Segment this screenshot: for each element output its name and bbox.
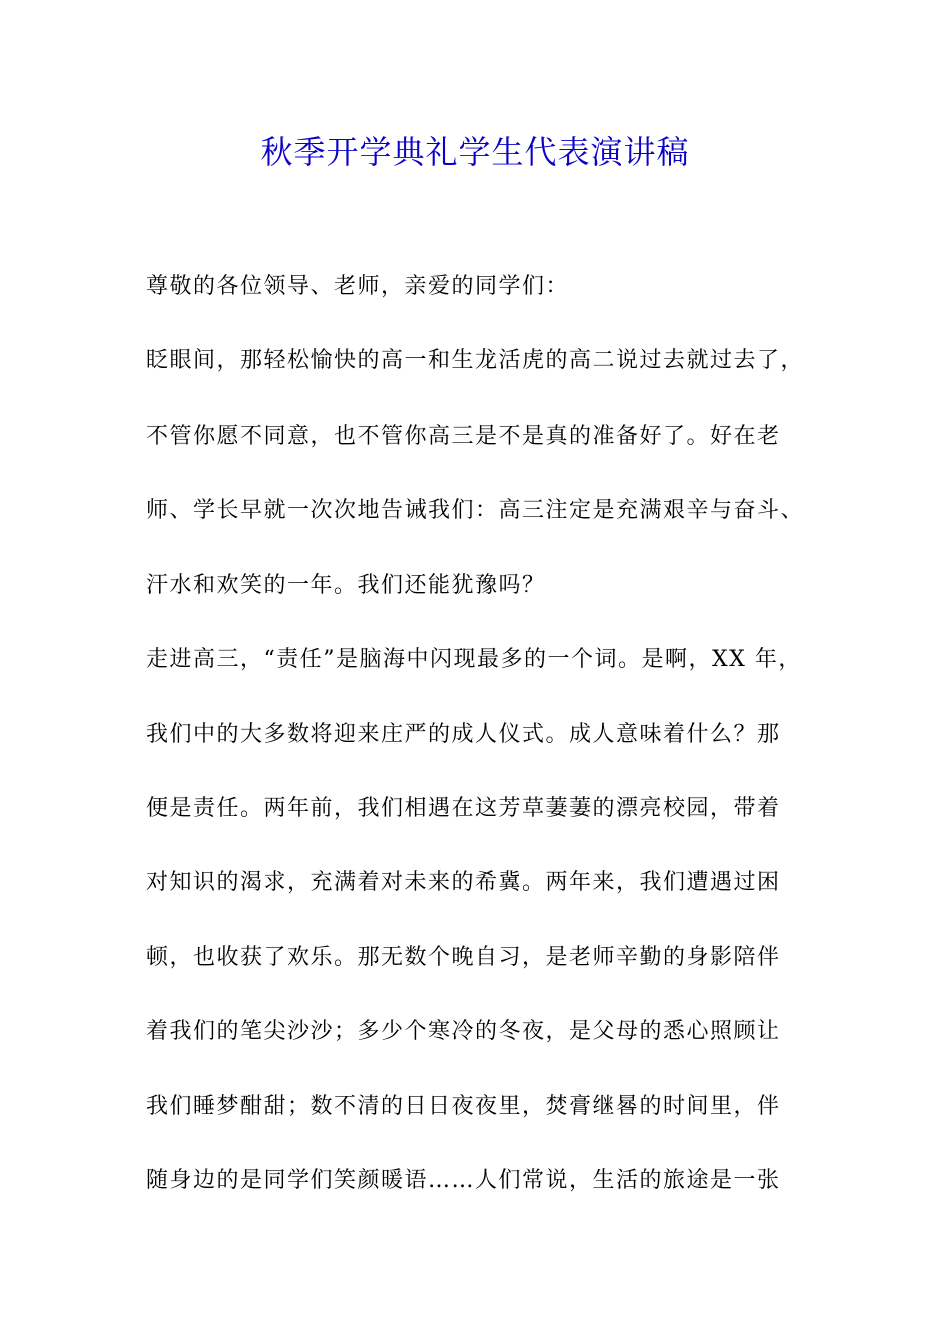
body-line: 走进高三，“责任”是脑海中闪现最多的一个词。是啊，XX 年， <box>146 647 802 672</box>
body-line: 师、学长早就一次次地告诫我们：高三注定是充满艰辛与奋斗、 <box>146 498 805 523</box>
body-line: 我们中的大多数将迎来庄严的成人仪式。成人意味着什么？那 <box>146 722 781 747</box>
body-line: 顿，也收获了欢乐。那无数个晚自习，是老师辛勤的身影陪伴 <box>146 945 781 970</box>
body-line: 随身边的是同学们笑颜暖语……人们常说，生活的旅途是一张 <box>146 1168 781 1193</box>
body-line: 着我们的笔尖沙沙；多少个寒冷的冬夜，是父母的悉心照顾让 <box>146 1019 781 1044</box>
body-line: 不管你愿不同意，也不管你高三是不是真的准备好了。好在老 <box>146 424 781 449</box>
document-title: 秋季开学典礼学生代表演讲稿 <box>260 133 690 171</box>
body-line: 眨眼间，那轻松愉快的高一和生龙活虎的高二说过去就过去了， <box>146 348 805 373</box>
salutation-line: 尊敬的各位领导、老师，亲爱的同学们： <box>146 274 570 299</box>
body-line: 汗水和欢笑的一年。我们还能犹豫吗？ <box>146 573 546 598</box>
body-line: 便是责任。两年前，我们相遇在这芳草萋萋的漂亮校园，带着 <box>146 796 781 821</box>
body-line: 我们睡梦酣甜；数不清的日日夜夜里，焚膏继晷的时间里，伴 <box>146 1094 781 1119</box>
body-line: 对知识的渴求，充满着对未来的希冀。两年来，我们遭遇过困 <box>146 870 781 895</box>
